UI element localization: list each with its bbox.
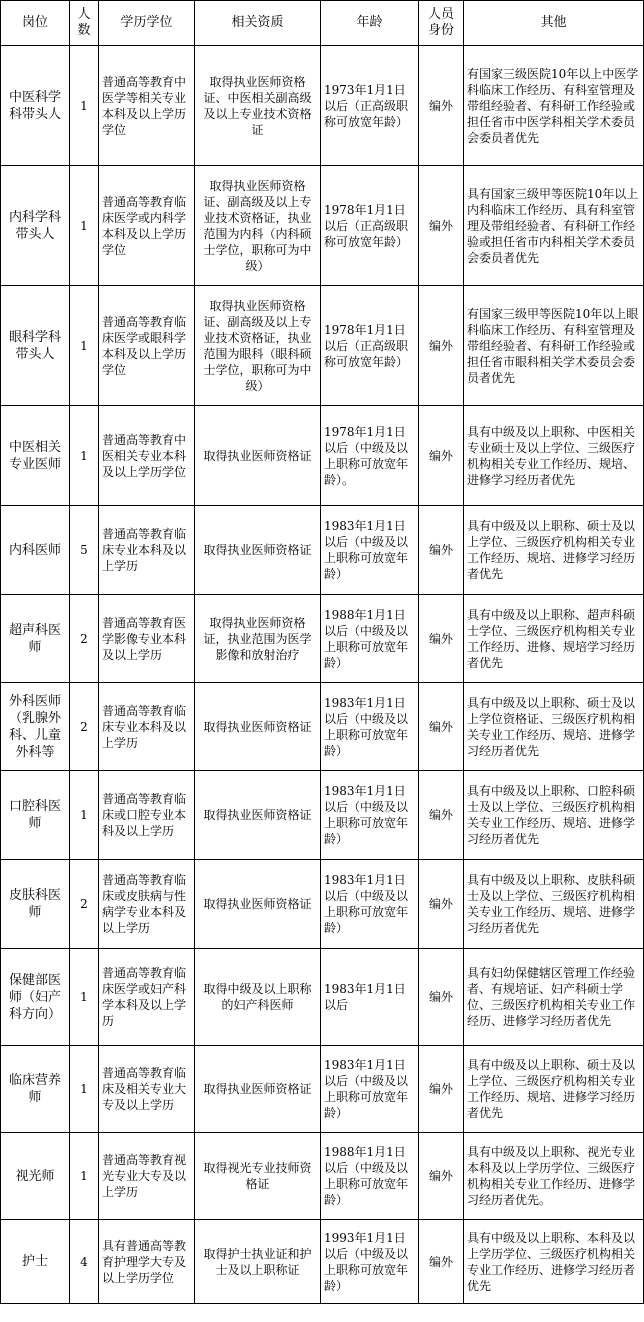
post-cell: 皮肤科医师 bbox=[1, 860, 70, 949]
identity-cell: 编外 bbox=[419, 1220, 464, 1304]
post-cell: 中医相关专业医师 bbox=[1, 406, 70, 506]
table-row bbox=[1, 860, 644, 949]
education-cell: 普通高等教育中医学等相关专业本科及以上学历学位 bbox=[99, 46, 195, 166]
other-cell: 具有中级及以上职称、硕士及以上学位、三级医疗机构相关专业工作经历、规培、进修学习经历者优先 bbox=[464, 1046, 644, 1133]
count-cell: 1 bbox=[70, 46, 99, 166]
age-cell: 1983年1月1日以后（中级及以上职称可放宽年龄） bbox=[321, 506, 419, 595]
other-cell: 具有国家三级甲等医院10年以上内科临床工作经历、具有科室管理及带组经验者、有科研工作经验或担任省市内科相关学术委员会委员者优先 bbox=[464, 166, 644, 286]
education-cell: 普通高等教育临床医学或眼科学本科及以上学历学位 bbox=[99, 286, 195, 406]
post-cell: 超声科医师 bbox=[1, 595, 70, 683]
other-cell: 具有中级及以上职称、皮肤科硕士及以上学位、三级医疗机构相关专业工作经历、规培、进修学习经历者优先 bbox=[464, 860, 644, 949]
qualification-cell: 取得执业医师资格证 bbox=[195, 771, 321, 860]
education-cell: 普通高等教育临床或口腔专业本科及以上学历 bbox=[99, 771, 195, 860]
table-row bbox=[1, 595, 644, 683]
post-cell: 护士 bbox=[1, 1220, 70, 1304]
count-cell: 1 bbox=[70, 1133, 99, 1220]
identity-cell: 编外 bbox=[419, 595, 464, 683]
table-row bbox=[1, 286, 644, 406]
table-row bbox=[1, 406, 644, 506]
identity-cell: 编外 bbox=[419, 166, 464, 286]
identity-cell: 编外 bbox=[419, 286, 464, 406]
header-qualification: 相关资质 bbox=[195, 1, 321, 46]
other-cell: 具有中级及以上职称、口腔科硕士及以上学位、三级医疗机构相关专业工作经历、规培、进修学习经历者优先 bbox=[464, 771, 644, 860]
age-cell: 1973年1月1日以后（正高级职称可放宽年龄） bbox=[321, 46, 419, 166]
table-row bbox=[1, 771, 644, 860]
other-cell: 有国家三级甲等医院10年以上眼科临床工作经历、有科室管理及带组经验者、有科研工作经验或担任省市眼科相关学术委员会委员者优先 bbox=[464, 286, 644, 406]
post-cell: 临床营养师 bbox=[1, 1046, 70, 1133]
post-cell: 外科医师（乳腺外科、儿童外科等 bbox=[1, 683, 70, 771]
count-cell: 1 bbox=[70, 286, 99, 406]
qualification-cell: 取得执业医师资格证，执业范围为医学影像和放射治疗 bbox=[195, 595, 321, 683]
identity-cell: 编外 bbox=[419, 1046, 464, 1133]
age-cell: 1983年1月1日以后（中级及以上职称可放宽年龄） bbox=[321, 683, 419, 771]
education-cell: 具有普通高等教育护理学大专及以上学历学位 bbox=[99, 1220, 195, 1304]
age-cell: 1978年1月1日以后（中级及以上职称可放宽年龄）。 bbox=[321, 406, 419, 506]
other-cell: 具有中级及以上职称、硕士及以上学位、三级医疗机构相关专业工作经历、规培、进修学习经历者优先 bbox=[464, 506, 644, 595]
qualification-cell: 取得执业医师资格证 bbox=[195, 1046, 321, 1133]
header-count: 人数 bbox=[70, 1, 99, 46]
age-cell: 1988年1月1日以后（中级及以上职称可放宽年龄） bbox=[321, 1133, 419, 1220]
qualification-cell: 取得执业医师资格证 bbox=[195, 860, 321, 949]
table-row bbox=[1, 1220, 644, 1304]
education-cell: 普通高等教育临床及相关专业大专及以上学历 bbox=[99, 1046, 195, 1133]
education-cell: 普通高等教育医学影像专业本科及以上学历 bbox=[99, 595, 195, 683]
qualification-cell: 取得执业医师资格证、中医相关副高级及以上专业技术资格证 bbox=[195, 46, 321, 166]
other-cell: 具有中级及以上职称、硕士及以上学位资格证、三级医疗机构相关专业工作经历、规培、进修学习经历者优先 bbox=[464, 683, 644, 771]
post-cell: 中医科学科带头人 bbox=[1, 46, 70, 166]
count-cell: 1 bbox=[70, 166, 99, 286]
qualification-cell: 取得执业医师资格证 bbox=[195, 406, 321, 506]
qualification-cell: 取得视光专业技师资格证 bbox=[195, 1133, 321, 1220]
count-cell: 1 bbox=[70, 1046, 99, 1133]
table-row bbox=[1, 166, 644, 286]
identity-cell: 编外 bbox=[419, 1133, 464, 1220]
other-cell: 具有中级及以上职称、中医相关专业硕士及以上学位、三级医疗机构相关专业工作经历、规培、进修学习经历者优先 bbox=[464, 406, 644, 506]
post-cell: 内科医师 bbox=[1, 506, 70, 595]
count-cell: 2 bbox=[70, 683, 99, 771]
post-cell: 内科学科带头人 bbox=[1, 166, 70, 286]
count-cell: 4 bbox=[70, 1220, 99, 1304]
count-cell: 1 bbox=[70, 771, 99, 860]
education-cell: 普通高等教育临床医学或妇产科学本科及以上学历 bbox=[99, 949, 195, 1046]
count-cell: 5 bbox=[70, 506, 99, 595]
education-cell: 普通高等教育中医相关专业本科及以上学历学位 bbox=[99, 406, 195, 506]
identity-cell: 编外 bbox=[419, 949, 464, 1046]
identity-cell: 编外 bbox=[419, 860, 464, 949]
count-cell: 2 bbox=[70, 595, 99, 683]
table-row bbox=[1, 1133, 644, 1220]
education-cell: 普通高等教育临床专业本科及以上学历 bbox=[99, 506, 195, 595]
other-cell: 具有妇幼保健辖区管理工作经验者、有规培证、妇产科硕士学位、三级医疗机构相关专业工作经历、进修学习经历者优先 bbox=[464, 949, 644, 1046]
other-cell: 具有中级及以上职称、视光专业本科及以上学历学位、三级医疗机构相关专业工作经历、进修学习经历者优先。 bbox=[464, 1133, 644, 1220]
qualification-cell: 取得执业医师资格证、副高级及以上专业技术资格证，执业范围为内科（内科硕士学位，职称可为中级） bbox=[195, 166, 321, 286]
post-cell: 眼科学科带头人 bbox=[1, 286, 70, 406]
education-cell: 普通高等教育临床或皮肤病与性病学专业本科及以上学历 bbox=[99, 860, 195, 949]
identity-cell: 编外 bbox=[419, 46, 464, 166]
post-cell: 口腔科医师 bbox=[1, 771, 70, 860]
qualification-cell: 取得护士执业证和护士及以上职称证 bbox=[195, 1220, 321, 1304]
table-row bbox=[1, 683, 644, 771]
age-cell: 1983年1月1日以后（中级及以上职称可放宽年龄） bbox=[321, 1046, 419, 1133]
identity-cell: 编外 bbox=[419, 506, 464, 595]
qualification-cell: 取得执业医师资格证、副高级及以上专业技术资格证，执业范围为眼科（眼科硕士学位，职称可为中级） bbox=[195, 286, 321, 406]
education-cell: 普通高等教育视光专业大专及以上学历 bbox=[99, 1133, 195, 1220]
header-identity: 人员身份 bbox=[419, 1, 464, 46]
table-row bbox=[1, 46, 644, 166]
qualification-cell: 取得中级及以上职称的妇产科医师 bbox=[195, 949, 321, 1046]
identity-cell: 编外 bbox=[419, 771, 464, 860]
header-age: 年龄 bbox=[321, 1, 419, 46]
post-cell: 视光师 bbox=[1, 1133, 70, 1220]
table-body bbox=[1, 46, 644, 1304]
count-cell: 1 bbox=[70, 406, 99, 506]
age-cell: 1983年1月1日以后（中级及以上职称可放宽年龄） bbox=[321, 771, 419, 860]
age-cell: 1988年1月1日以后（中级及以上职称可放宽年龄） bbox=[321, 595, 419, 683]
header-post: 岗位 bbox=[1, 1, 70, 46]
age-cell: 1978年1月1日以后（正高级职称可放宽年龄） bbox=[321, 286, 419, 406]
age-cell: 1983年1月1日以后（中级及以上职称可放宽年龄） bbox=[321, 860, 419, 949]
table-row bbox=[1, 1046, 644, 1133]
age-cell: 1983年1月1日以后 bbox=[321, 949, 419, 1046]
identity-cell: 编外 bbox=[419, 406, 464, 506]
education-cell: 普通高等教育临床专业本科及以上学历 bbox=[99, 683, 195, 771]
header-education: 学历学位 bbox=[99, 1, 195, 46]
other-cell: 具有中级及以上职称、超声科硕士学位、三级医疗机构相关专业工作经历、进修、规培学习经历者优先 bbox=[464, 595, 644, 683]
header-other: 其他 bbox=[464, 1, 644, 46]
table-row bbox=[1, 949, 644, 1046]
table-row bbox=[1, 506, 644, 595]
qualification-cell: 取得执业医师资格证 bbox=[195, 506, 321, 595]
education-cell: 普通高等教育临床医学或内科学本科及以上学历学位 bbox=[99, 166, 195, 286]
post-cell: 保健部医师（妇产科方向） bbox=[1, 949, 70, 1046]
age-cell: 1993年1月1日以后（中级及以上职称可放宽年龄） bbox=[321, 1220, 419, 1304]
header-row bbox=[1, 1, 644, 46]
other-cell: 有国家三级医院10年以上中医学科临床工作经历、有科室管理及带组经验者、有科研工作经验或担任省市中医学科相关学术委员会委员者优先 bbox=[464, 46, 644, 166]
qualification-cell: 取得执业医师资格证 bbox=[195, 683, 321, 771]
count-cell: 1 bbox=[70, 949, 99, 1046]
other-cell: 具有中级及以上职称、本科及以上学历学位、三级医疗机构相关专业工作经历、进修学习经历者优先 bbox=[464, 1220, 644, 1304]
age-cell: 1978年1月1日以后（正高级职称可放宽年龄） bbox=[321, 166, 419, 286]
count-cell: 2 bbox=[70, 860, 99, 949]
identity-cell: 编外 bbox=[419, 683, 464, 771]
